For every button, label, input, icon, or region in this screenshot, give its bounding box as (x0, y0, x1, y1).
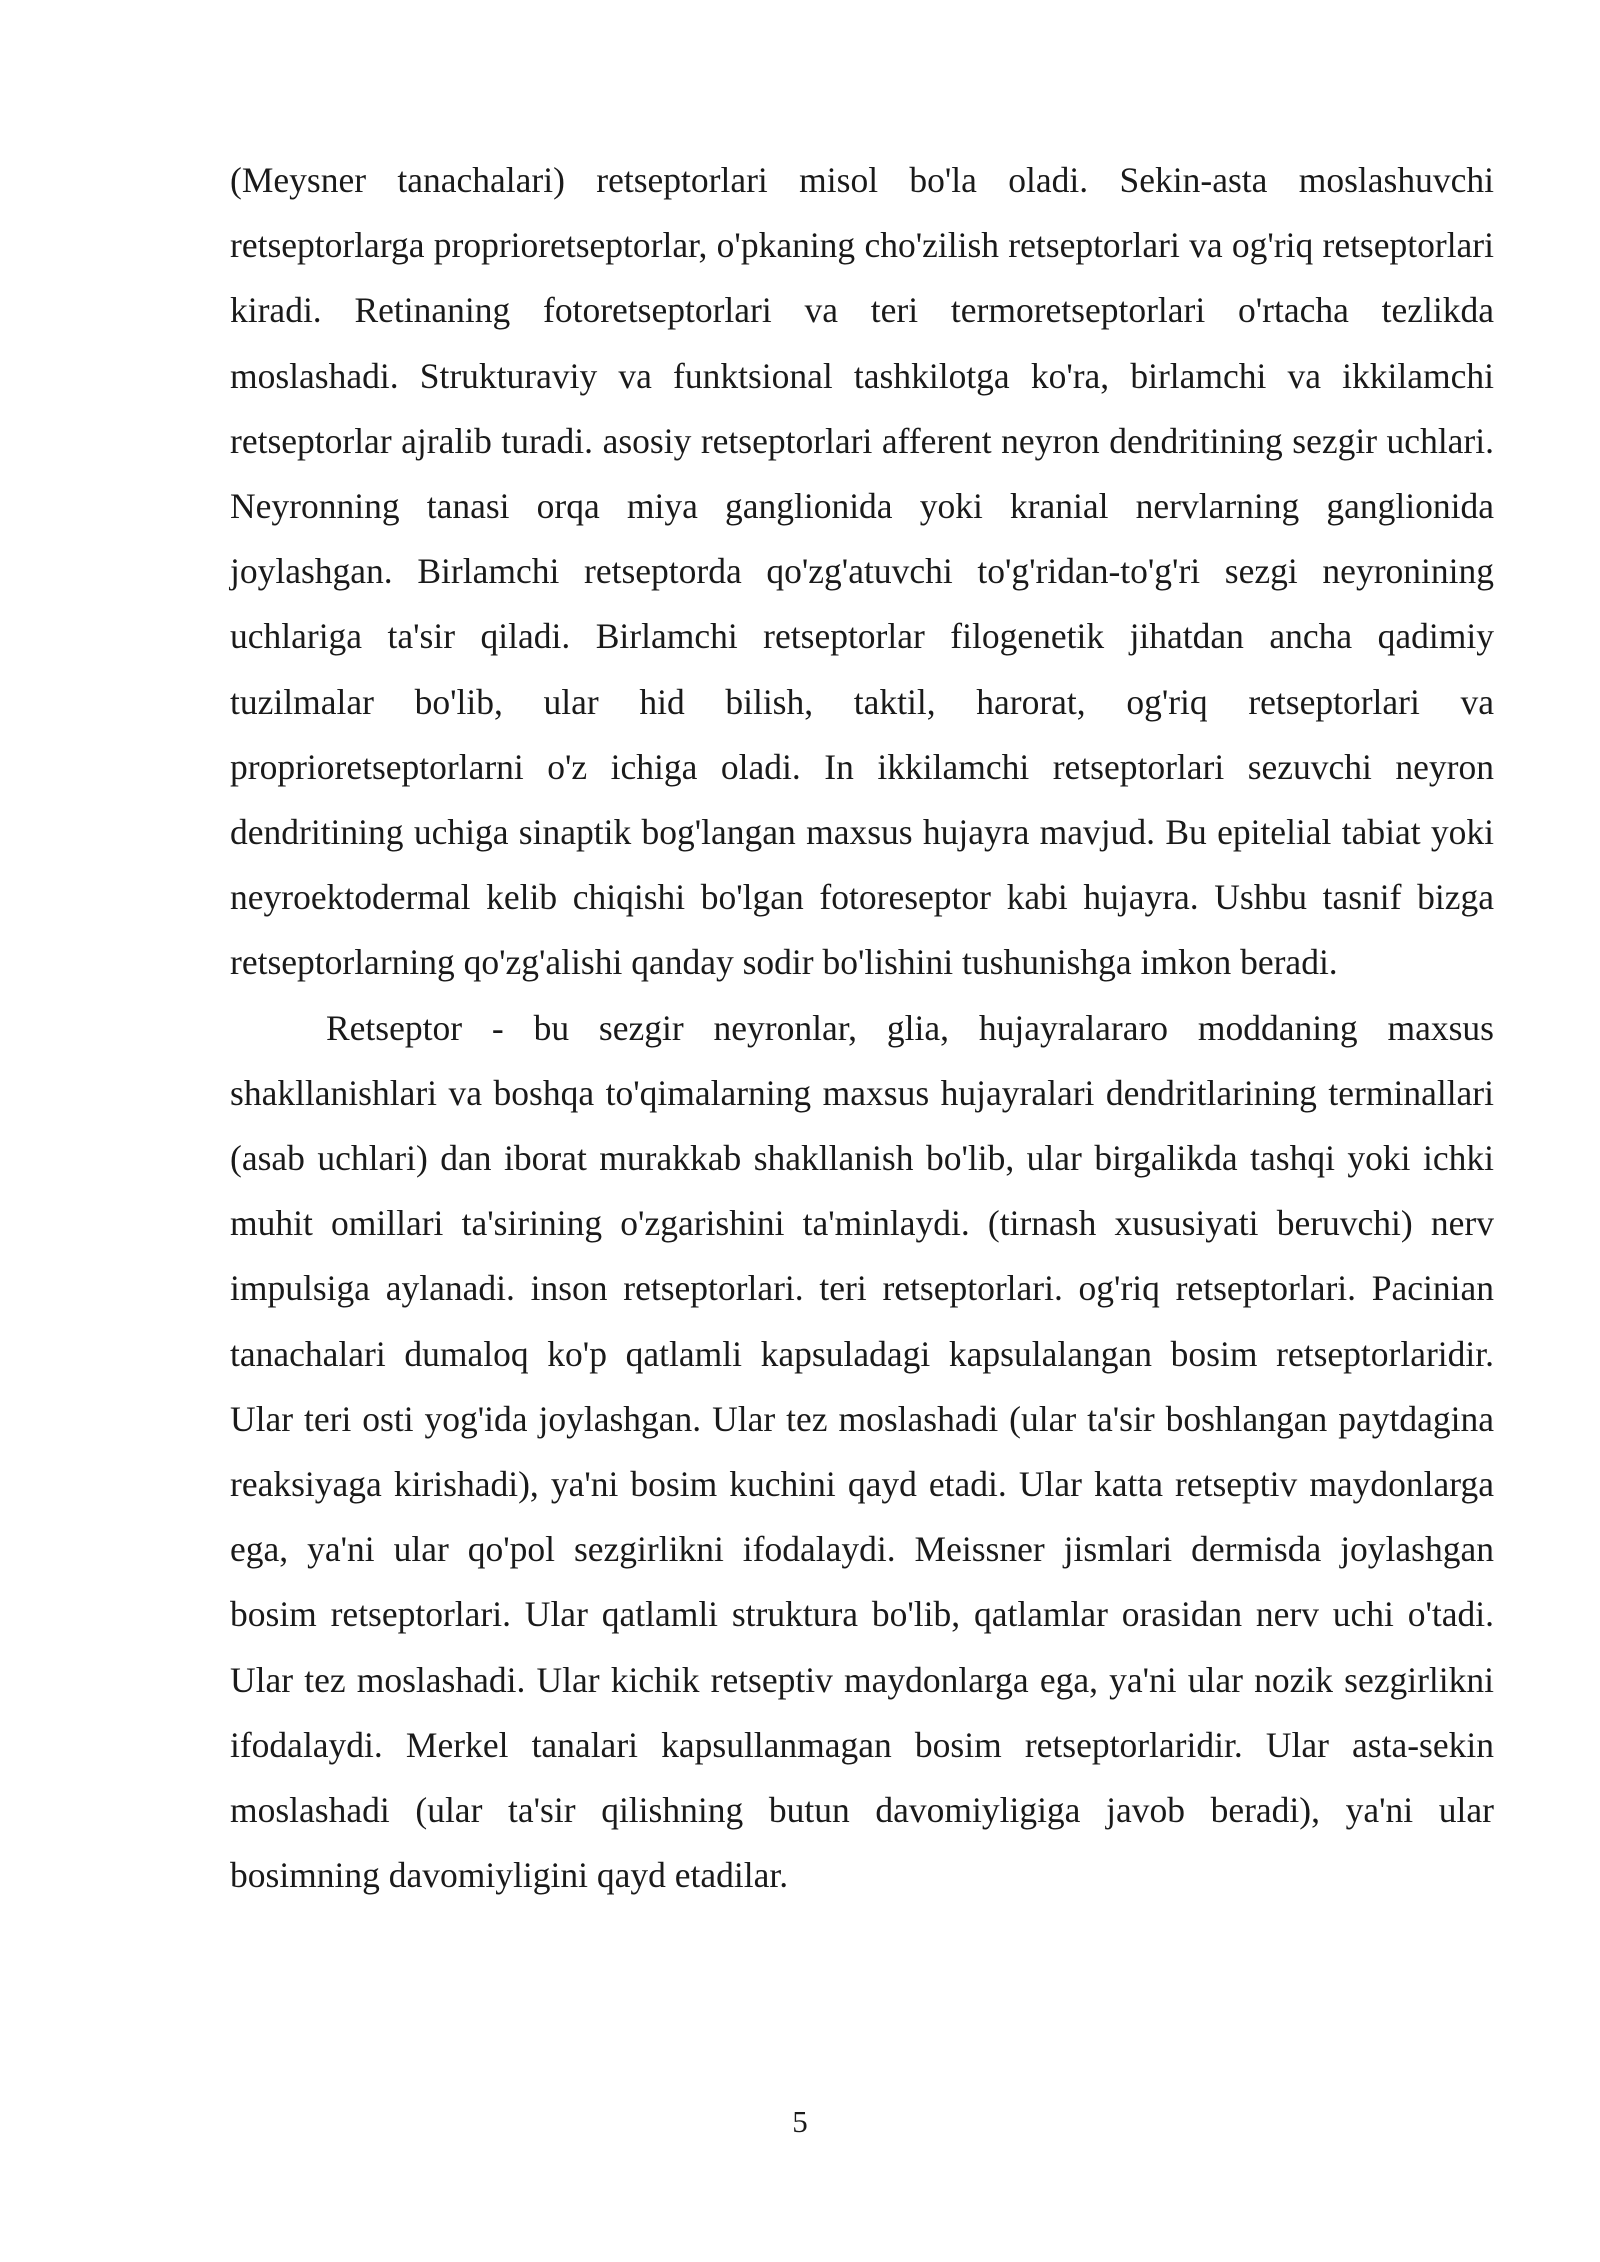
paragraph-continuation: (Meysner tanachalari) retseptorlari misol bo'la oladi. Sekin-asta moslashuvchi retseptorlarga proprioretseptorlar, o'pkaning cho'zilish retseptorlari va og'riq retseptorlari kiradi. Retinaning fotoretseptorlari va teri termoretseptorlari o'rtacha tezlikda moslashadi. Strukturaviy va funktsional tashkilotga ko'ra, birlamchi va ikkilamchi retseptorlar ajralib turadi. asosiy retseptorlari afferent neyron dendritining sezgir uchlari. Neyronning tanasi orqa miya ganglionida yoki kranial nervlarning ganglionida joylashgan. Birlamchi retseptorda qo'zg'atuvchi to'g'ridan-to'g'ri sezgi neyronining uchlariga ta'sir qiladi. Birlamchi retseptorlar filogenetik jihatdan ancha qadimiy tuzilmalar bo'lib, ular hid bilish, taktil, harorat, og'riq retseptorlari va proprioretseptorlarni o'z ichiga oladi. In ikkilamchi retseptorlari sezuvchi neyron dendritining uchiga sinaptik bog'langan maxsus hujayra mavjud. Bu epitelial tabiat yoki neyroektodermal kelib chiqishi bo'lgan fotoreseptor kabi hujayra. Ushbu tasnif bizga retseptorlarning qo'zg'alishi qanday sodir bo'lishini tushunishga imkon beradi. (230, 160, 1494, 983)
body-text (230, 148, 1494, 1908)
paragraph-retseptor-definition: Retseptor - bu sezgir neyronlar, glia, hujayralararo moddaning maxsus shakllanishlari va boshqa to'qimalarning maxsus hujayralari dendritlarining terminallari (asab uchlari) dan iborat murakkab shakllanish bo'lib, ular birgalikda tashqi yoki ichki muhit omillari ta'sirining o'zgarishini ta'minlaydi. (tirnash xususiyati beruvchi) nerv impulsiga aylanadi. inson retseptorlari. teri retseptorlari. og'riq retseptorlari. Pacinian tanachalari dumaloq ko'p qatlamli kapsuladagi kapsulalangan bosim retseptorlaridir. Ular teri osti yog'ida joylashgan. Ular tez moslashadi (ular ta'sir boshlangan paytdagina reaksiyaga kirishadi), ya'ni bosim kuchini qayd etadi. Ular katta retseptiv maydonlarga ega, ya'ni ular qo'pol sezgirlikni ifodalaydi. Meissner jismlari dermisda joylashgan bosim retseptorlari. Ular qatlamli struktura bo'lib, qatlamlar orasidan nerv uchi o'tadi. Ular tez moslashadi. Ular kichik retseptiv maydonlarga ega, ya'ni ular nozik sezgirlikni ifodalaydi. Merkel tanalari kapsullanmagan bosim retseptorlaridir. Ular asta-sekin moslashadi (ular ta'sir qilishning butun davomiyligiga javob beradi), ya'ni ular bosimning davomiyligini qayd etadilar. (230, 1007, 1494, 1896)
page-number: 5 (792, 2104, 808, 2139)
